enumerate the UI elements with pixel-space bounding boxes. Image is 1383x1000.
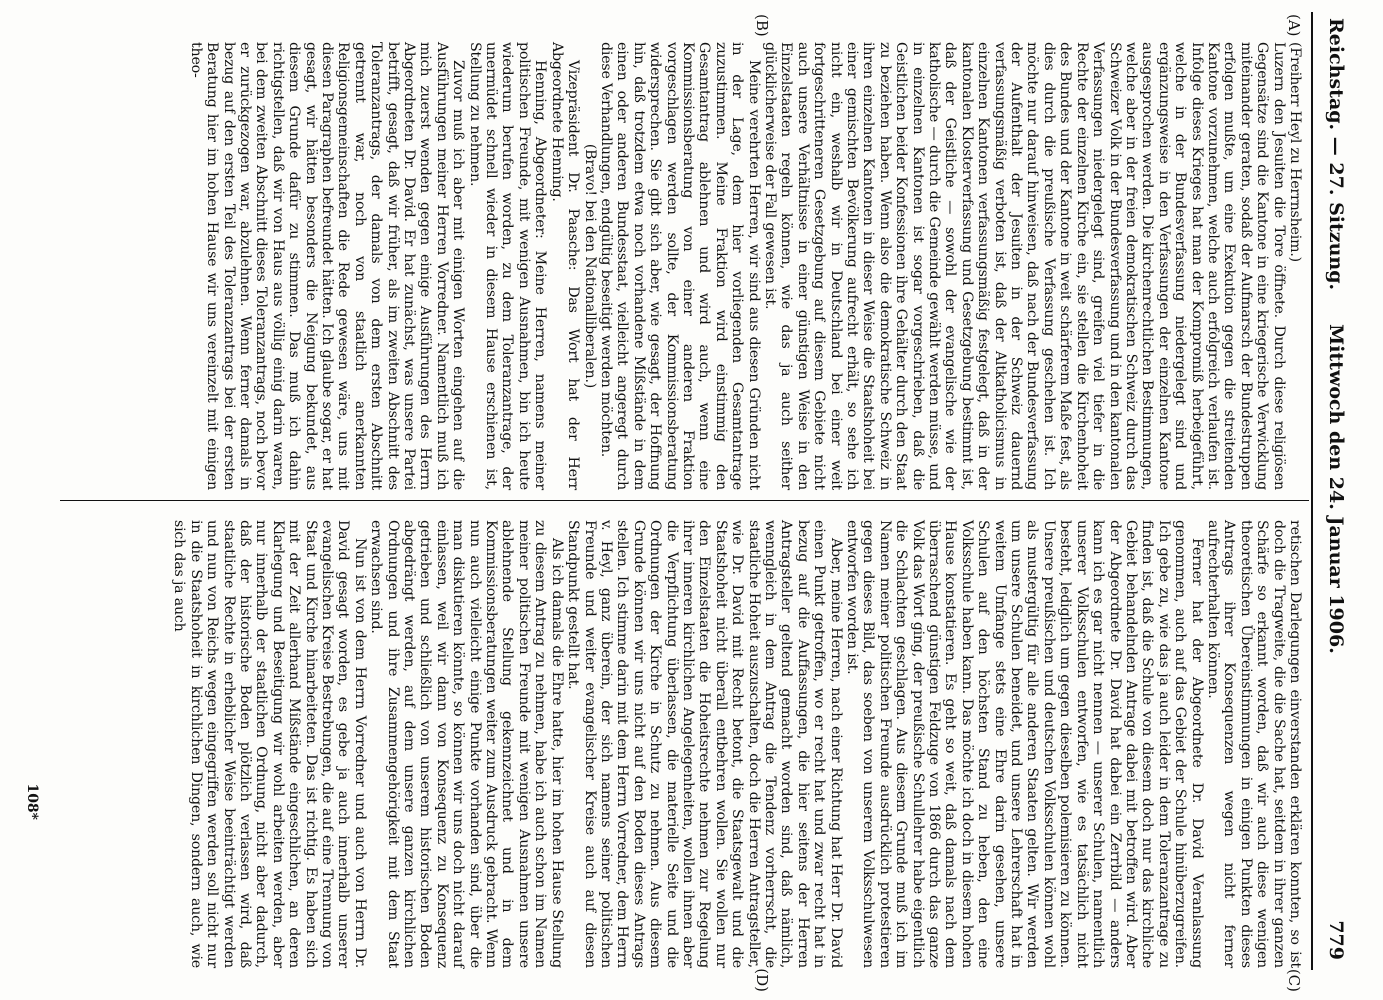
margin-marker-a: (A)	[1285, 14, 1303, 37]
footer-sheet-number: 108*	[24, 783, 40, 820]
paragraph: Vizepräsident Dr. Paasche: Das Wort hat der Herr Abgeordnete Henning.	[548, 42, 582, 490]
left-column	[187, 42, 1303, 490]
paragraph: Henning, Abgeordneter: Meine Herren, namens meiner politischen Freunde, mit wenigen Ausnahmen, bin ich heute wiederum berufen worden, zu dem Toleranzantrage, der unermüdet schnell wieder in diesem Hause erschienen ist, Stellung zu nehmen.	[466, 42, 549, 490]
margin-marker-d: (D)	[753, 968, 771, 992]
right-column	[171, 520, 1303, 968]
header-rule	[1311, 12, 1313, 970]
page-header	[1315, 18, 1351, 960]
paragraph: (Bravo! bei den Nationalliberalen.)	[581, 143, 598, 389]
paragraph: Aber, meine Herren, nach einer Richtung hat Herr Dr. David einen Punkt getroffen, wo er recht hat und zwar recht hat in bezug auf die Auffassungen, die hier seitens der Herren Antragsteller geltend gemacht worden sind, daß nämlich, wenngleich in dem Antrag die Tendenz vorherrscht, die staatliche Hoheit auszuschalten, doch die Herren Antragsteller, wie Dr. David mit Recht betont, die Staatsgewalt und die Staatshoheit nicht überall entbehren wollen. Sie wollen nur den Einzelstaaten die Hoheitsrechte nehmen zur Regelung ihrer inneren kirchlichen Angelegenheiten, wollen ihnen aber die Verpflichtung überlassen, die materielle Seite und die Ordnungen der Kirche in Schutz zu nehmen. Aus diesem Grunde können wir uns nicht auf den Boden dieses Antrags stellen. Ich stimme darin mit dem Herrn Vorredner, dem Herrn v. Heyl, ganz überein, der sich namens seiner politischen Freunde und weiter evangelischer Kreise auch auf diesen Standpunkt gestellt hat.	[565, 520, 844, 968]
paragraph: Meine verehrten Herren, wir sind aus diesen Gründen nicht in der Lage, dem hier vorliegenden Gesamtantrage zuzustimmen. Meine Fraktion wird einstimmig den Gesamtantrag ablehnen und wird auch, wenn eine Kommissionsberatung von einer anderen Fraktion vorgeschlagen werden sollte, der Kommissionsberatung widersprechen. Sie gibt sich aber, wie gesagt, der Hoffnung hin, daß trotzdem etwa noch vorhandene Mißstände in dem einen oder anderen Bundesstaat, vielleicht angeregt durch diese Verhandlungen, endgültig beseitigt werden möchten.	[597, 42, 762, 490]
margin-marker-c: (C)	[1285, 968, 1303, 992]
paragraph: Nun ist von dem Herrn Vorredner und auch von Herrn Dr. David gesagt worden, es gebe ja auch innerhalb unserer evangelischen Kreise Bestrebungen, die auf eine Trennung von Staat und Kirche hinarbeiteten. Das ist richtig. Es haben sich mit der Zeit allerhand Mißstände eingeschlichen, an deren Klarlegung und Beseitigung wir wohl arbeiten werden, aber nur innerhalb der staatlichen Ordnung, nicht aber dadurch, daß der historische Boden plötzlich verlassen wird, daß staatliche Rechte in erheblicher Weise beeinträchtigt werden und nun von Reichs wegen eingegriffen werden soll nicht nur in die Staatshoheit in kirchlichen Dingen, sondern auch, wie sich das ja auch	[171, 520, 368, 968]
paragraph: Ferner hat der Abgeordnete Dr. David Veranlassung genommen, auch auf das Gebiet der Schule hinüberzugreifen. Ich gebe zu, wie das ja auch leider in dem Toleranzantrage zu finden ist, daß die Schule von diesem doch nur das kirchliche Gebiet behandelnden Antrage dabei mit betroffen wird. Aber der Abgeordnete Dr. David hat dabei ein Zerrbild — anders kann ich es gar nicht nennen — unserer Schulen, namentlich unserer Volksschulen entworfen, wie es tatsächlich nicht besteht, lediglich um gegen dieselben polemisieren zu können. Unsere preußischen und deutschen Volksschulen können wohl als mustergültig für alle anderen Staaten gelten. Wir werden um unsere Schulen beneidet, und unsere Lehrerschaft hat in weitem Umfange stets eine Ehre darin gesehen, unsere Schulen auf den höchsten Stand zu heben, den eine Volksschule haben kann. Das möchte ich doch in diesem hohen Hause konstatieren. Es geht so weit, daß damals nach dem überraschend günstigen Feldzuge von 1866 durch das ganze Volk das Wort ging, der preußische Schullehrer habe eigentlich die Schlachten geschlagen. Aus diesem Grunde muß ich im Namen meiner politischen Freunde ausdrücklich protestieren gegen dieses Bild, das soeben von unserem Volksschulwesen entworfen worden ist.	[844, 520, 1205, 968]
paragraph: retischen Darlegungen einverstanden erklären konnten, so ist doch die Tragweite, die die Sache hat, seitdem in ihrer ganzen Schärfe so erkannt worden, daß wir auch diese wenigen theoretischen Übereinstimmungen in einigen Punkten dieses Antrags ihrer Konsequenzen wegen nicht ferner aufrechterhalten können.	[1204, 520, 1303, 968]
column-divider	[60, 500, 1309, 501]
margin-marker-b: (B)	[753, 14, 771, 37]
paragraph: Luzern den Jesuiten die Tore öffnete. Durch diese religiösen Gegensätze sind die Kantone in eine kriegerische Verwicklung miteinander geraten, sodaß der Aufmarsch der Bundestruppen erfolgen mußte, um eine Exekution gegen die streitenden Kantone vorzunehmen, welche auch erfolgreich verlaufen ist. Infolge dieses Krieges hat man der Kompromiß herbeigeführt, welche in der Bundesverfassung niedergelegt sind und ergänzungsweise in den Verfassungen der einzelnen Kantone ausgesprochen werden. Die kirchenrechtlichen Bestimmungen, welche aber in der freien demokratischen Schweiz durch das Schweizer Volk in der Bundesverfassung und in den kantonalen Verfassungen niedergelegt sind, greifen viel tiefer in die Rechte der einzelnen Kirche ein, sie stellen die Kirchenhoheit des Bundes und der Kantone in weit schärferem Maße fest, als dies durch die preußische Verfassung geschehen ist. Ich möchte nur darauf hinweisen, daß nach der Bundesverfassung der Aufenthalt der Jesuiten in der Schweiz dauernd verfassungsmäßig verboten ist, daß der Altkatholicismus in einzelnen Kantonen verfassungsmäßig festgelegt, daß in der kantonalen Klosterverfassung und Gesetzgebung bestimmt ist, daß der Geistliche — sowohl der evangelische wie der katholische — durch die Gemeinde gewählt werden müsse, und in einzelnen Kantonen ist sogar vorgeschrieben, daß die Geistlichen beider Konfessionen ihre Gehälter durch den Staat zu beziehen haben. Wenn also die demokratische Schweiz in ihren einzelnen Kantonen in dieser Weise die Staatshoheit bei einer gemischten Bevölkerung aufrecht erhält, so sehe ich nicht ein, weshalb wir in Deutschland bei einer weit fortgeschritteneren Gesetzgebung auf diesem Gebiete nicht auch unsere Verhältnisse in einer günstigen Weise in den Einzelstaaten regeln können, wie das ja auch seither glücklicherweise der Fall gewesen ist.	[762, 42, 1287, 490]
paragraph: (Freiherr Heyl zu Herrnsheim.)	[1287, 42, 1303, 262]
header-date: Mittwoch den 24. Januar 1906.	[1325, 324, 1347, 654]
paragraph: Zuvor muß ich aber mit einigen Worten eingehen auf die Ausführungen meiner Herren Vorredner. Namentlich muß ich mich zuerst wenden gegen einige Ausführungen des Herrn Abgeordneten Dr. David. Er hat zunächst, was unsere Partei betrifft, gesagt, daß wir früher, als im zweiten Abschnitt des Toleranzantrags, der damals von dem ersten Abschnitt getrennt war, noch von staatlich anerkannten Religionsgemeinschaften die Rede gewesen wäre, uns mit diesen Paragraphen befreundet hätten. Ich glaube sogar, er hat gesagt, wir hätten besonders die Neigung bekundet, aus diesem Grunde dafür zu stimmen. Das muß ich dahin richtigstellen, daß wir von Haus aus völlig einig darin waren, bei dem zweiten Abschnitt dieses Toleranzantrags, noch bevor er zurückgezogen war, abzulehnen. Wenn ferner damals in bezug auf den ersten Teil des Toleranzantrags bei der ersten Beratung hier im hohen Hause wir uns vereinzelt mit einigen theo-	[187, 42, 467, 490]
header-left: Reichstag. — 27. Sitzung.	[1325, 18, 1347, 291]
header-page-number: 779	[1325, 920, 1347, 960]
paragraph: Als ich damals die Ehre hatte, hier im hohen Hause Stellung zu diesem Antrag zu nehmen, habe ich auch schon im Namen meiner politischen Freunde mit wenigen Ausnahmen unsere ablehnende Stellung gekennzeichnet und in dem Kommissionsberatungen weiter zum Ausdruck gebracht. Wenn nun auch vielleicht einige Punkte vorhanden sind, über die man diskutieren könnte, so können wir uns doch nicht darauf einlassen, weil wir dann von Konsequenz zu Konsequenz getrieben und schließlich von unserem historischen Boden abgedrängt werden, auf dem unsere ganzen kirchlichen Ordnungen und ihre Zusammengehörigkeit mit dem Staat erwachsen sind.	[368, 520, 565, 968]
